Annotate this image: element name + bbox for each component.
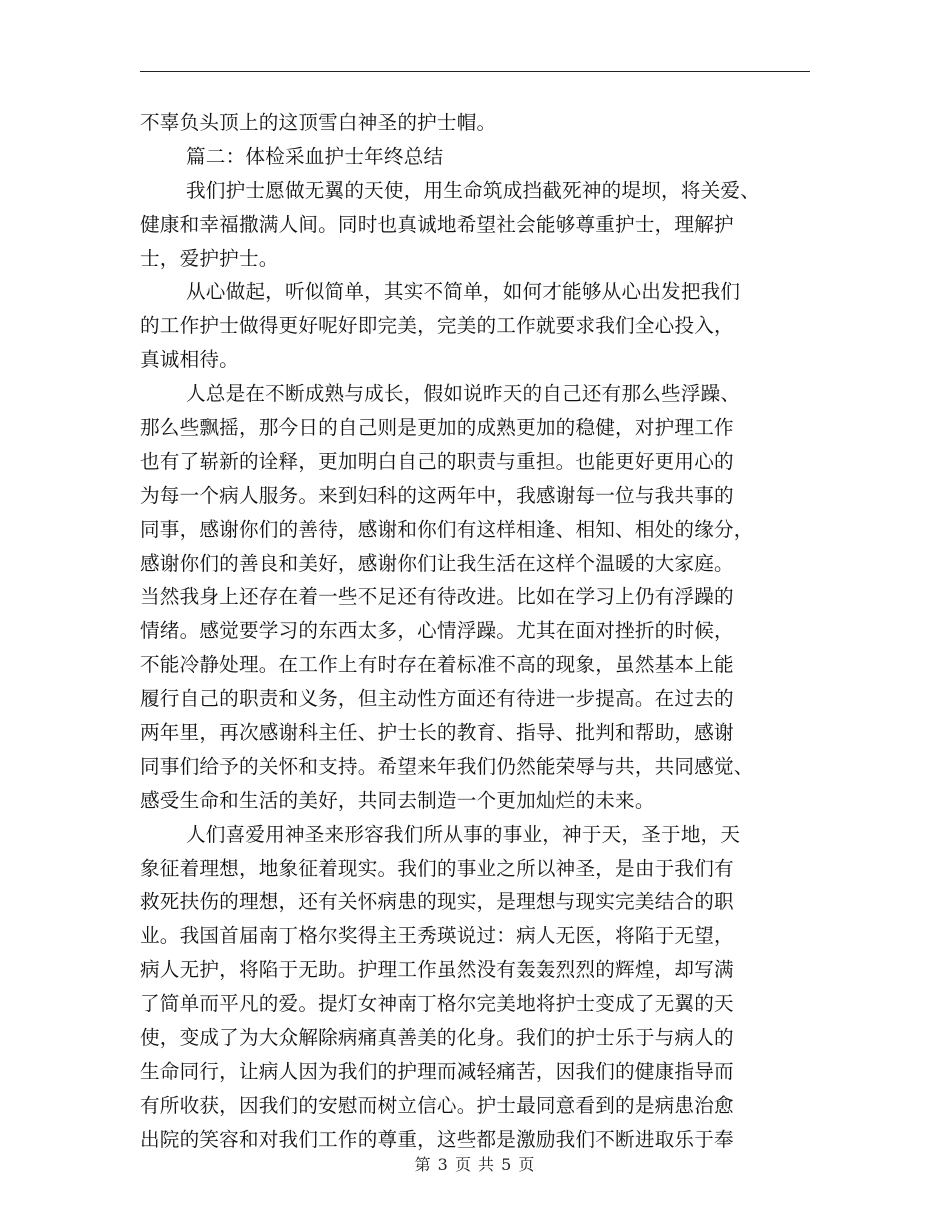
text-line: 感谢你们的善良和美好，感谢你们让我生活在这样个温暖的大家庭。 bbox=[140, 551, 734, 575]
text-line: 两年里，再次感谢科主任、护士长的教育、指导、批判和帮助，感谢 bbox=[140, 721, 734, 745]
text-line: 人总是在不断成熟与成长，假如说昨天的自己还有那么些浮躁、 bbox=[186, 382, 741, 406]
text-line: 不辜负头顶上的这顶雪白神圣的护士帽。 bbox=[140, 111, 497, 134]
text-line: 人们喜爱用神圣来形容我们所从事的事业，神于天，圣于地，天 bbox=[186, 822, 741, 846]
text-line: 真诚相待。 bbox=[140, 348, 239, 372]
text-line: 也有了崭新的诠释，更加明白自己的职责与重担。也能更好更用心的 bbox=[140, 449, 734, 473]
text-line: 有所收获，因我们的安慰而树立信心。护士最同意看到的是病患治愈 bbox=[140, 1093, 734, 1117]
page-footer: 第 3 页 共 5 页 bbox=[414, 1155, 536, 1174]
text-line: 的工作护士做得更好呢好即完美，完美的工作就要求我们全心投入， bbox=[140, 314, 734, 338]
text-line: 了简单而平凡的爱。提灯女神南丁格尔完美地将护士变成了无翼的天 bbox=[140, 992, 734, 1016]
header-rule bbox=[140, 71, 810, 72]
text-line: 病人无护，将陷于无助。护理工作虽然没有轰轰烈烈的辉煌，却写满 bbox=[140, 958, 734, 982]
text-line: 不能冷静处理。在工作上有时存在着标准不高的现象，虽然基本上能 bbox=[140, 653, 734, 677]
text-line: 健康和幸福撒满人间。同时也真诚地希望社会能够尊重护士，理解护 bbox=[140, 212, 734, 236]
text-line: 为每一个病人服务。来到妇科的这两年中，我感谢每一位与我共事的 bbox=[140, 483, 734, 507]
text-line: 情绪。感觉要学习的东西太多，心情浮躁。尤其在面对挫折的时候， bbox=[140, 619, 734, 643]
text-line: 同事，感谢你们的善待，感谢和你们有这样相逢、相知、相处的缘分， bbox=[140, 517, 754, 541]
text-line: 生命同行，让病人因为我们的护理而减轻痛苦，因我们的健康指导而 bbox=[140, 1059, 734, 1083]
text-line: 当然我身上还存在着一些不足还有待改进。比如在学习上仍有浮躁的 bbox=[140, 585, 734, 609]
text-line: 感受生命和生活的美好，共同去制造一个更加灿烂的未来。 bbox=[140, 788, 655, 812]
text-line: 履行自己的职责和义务，但主动性方面还有待进一步提高。在过去的 bbox=[140, 687, 734, 711]
text-line: 同事们给予的关怀和支持。希望来年我们仍然能荣辱与共，共同感觉、 bbox=[140, 754, 754, 778]
text-line: 业。我国首届南丁格尔奖得主王秀瑛说过：病人无医，将陷于无望， bbox=[140, 924, 734, 948]
text-line: 使，变成了为大众解除病痛真善美的化身。我们的护士乐于与病人的 bbox=[140, 1026, 734, 1050]
text-line: 出院的笑容和对我们工作的尊重，这些都是激励我们不断进取乐于奉 bbox=[140, 1127, 734, 1151]
text-line: 救死扶伤的理想，还有关怀病患的现实，是理想与现实完美结合的职 bbox=[140, 890, 734, 914]
text-line: 从心做起，听似简单，其实不简单，如何才能够从心出发把我们 bbox=[186, 280, 741, 304]
text-line: 士，爱护护士。 bbox=[140, 246, 279, 270]
document-body bbox=[140, 106, 810, 1157]
text-line: 象征着理想，地象征着现实。我们的事业之所以神圣，是由于我们有 bbox=[140, 856, 734, 880]
text-line: 篇二：体检采血护士年终总结 bbox=[186, 144, 444, 168]
text-line: 那么些飘摇，那今日的自己则是更加的成熟更加的稳健，对护理工作 bbox=[140, 416, 734, 440]
text-line: 我们护士愿做无翼的天使，用生命筑成挡截死神的堤坝，将关爱、 bbox=[186, 178, 761, 202]
